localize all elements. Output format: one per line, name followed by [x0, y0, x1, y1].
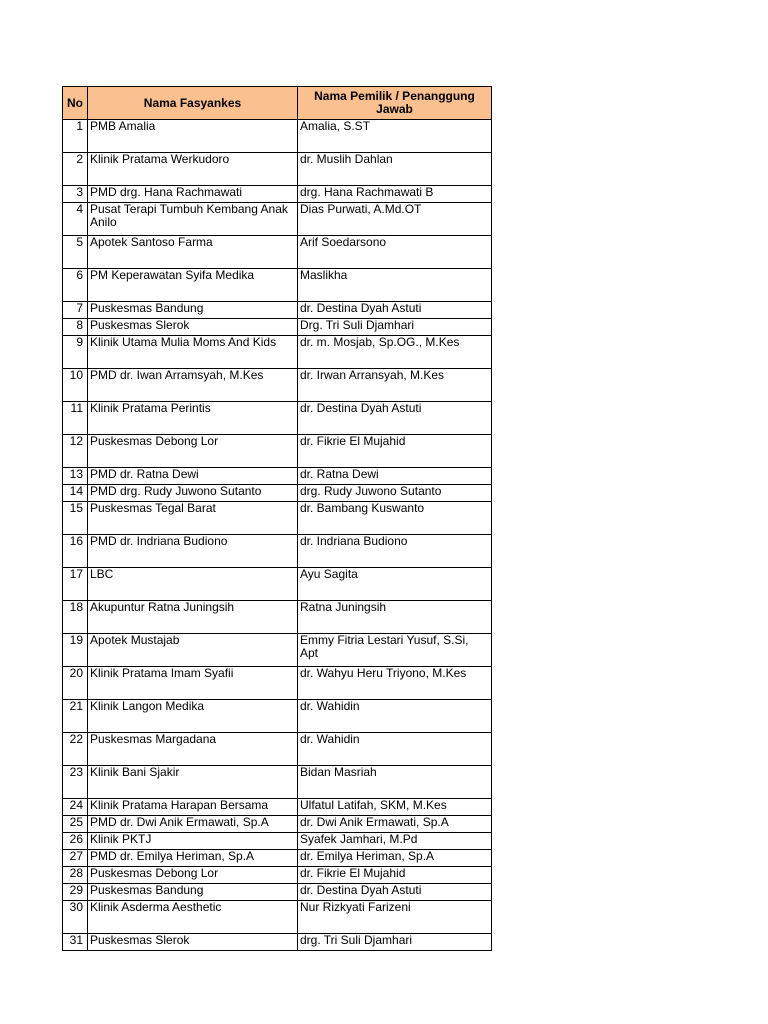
row-number: 10 [63, 369, 88, 402]
facility-name: PMD drg. Hana Rachmawati [88, 186, 298, 203]
facility-name: Klinik Bani Sjakir [88, 766, 298, 799]
owner-name: Emmy Fitria Lestari Yusuf, S.Si, Apt [298, 634, 492, 667]
table-row [63, 302, 492, 319]
owner-name: dr. Fikrie El Mujahid [298, 435, 492, 468]
table-row [63, 269, 492, 302]
row-number: 24 [63, 799, 88, 816]
table-header-row [63, 87, 492, 120]
table-row [63, 634, 492, 667]
table-row [63, 601, 492, 634]
row-number: 21 [63, 700, 88, 733]
owner-name: Drg. Tri Suli Djamhari [298, 319, 492, 336]
facility-name: Puskesmas Margadana [88, 733, 298, 766]
facility-name: Klinik Utama Mulia Moms And Kids [88, 336, 298, 369]
facility-name: PMD dr. Iwan Arramsyah, M.Kes [88, 369, 298, 402]
facility-name: Puskesmas Bandung [88, 884, 298, 901]
owner-name: Bidan Masriah [298, 766, 492, 799]
facility-name: Puskesmas Tegal Barat [88, 502, 298, 535]
row-number: 15 [63, 502, 88, 535]
table-row [63, 568, 492, 601]
table-row [63, 402, 492, 435]
owner-name: dr. Wahyu Heru Triyono, M.Kes [298, 667, 492, 700]
facility-name: Klinik Pratama Harapan Bersama [88, 799, 298, 816]
facility-name: Puskesmas Debong Lor [88, 867, 298, 884]
owner-name: Syafek Jamhari, M.Pd [298, 833, 492, 850]
owner-name: dr. Destina Dyah Astuti [298, 302, 492, 319]
owner-name: dr. Wahidin [298, 733, 492, 766]
owner-name: Arif Soedarsono [298, 236, 492, 269]
owner-name: dr. m. Mosjab, Sp.OG., M.Kes [298, 336, 492, 369]
table-row [63, 435, 492, 468]
facility-name: Puskesmas Debong Lor [88, 435, 298, 468]
table-row [63, 336, 492, 369]
facility-name: PMD dr. Emilya Heriman, Sp.A [88, 850, 298, 867]
owner-name: dr. Indriana Budiono [298, 535, 492, 568]
row-number: 14 [63, 485, 88, 502]
table-row [63, 502, 492, 535]
table-row [63, 468, 492, 485]
table-row [63, 319, 492, 336]
row-number: 18 [63, 601, 88, 634]
table-row [63, 700, 492, 733]
row-number: 4 [63, 203, 88, 236]
owner-name: dr. Bambang Kuswanto [298, 502, 492, 535]
owner-name: dr. Emilya Heriman, Sp.A [298, 850, 492, 867]
row-number: 29 [63, 884, 88, 901]
row-number: 22 [63, 733, 88, 766]
owner-name: dr. Irwan Arransyah, M.Kes [298, 369, 492, 402]
facility-name: Klinik Asderma Aesthetic [88, 901, 298, 934]
row-number: 16 [63, 535, 88, 568]
table-row [63, 535, 492, 568]
facility-name: PMD dr. Indriana Budiono [88, 535, 298, 568]
header-no: No [63, 87, 88, 120]
facility-name: Puskesmas Slerok [88, 319, 298, 336]
row-number: 23 [63, 766, 88, 799]
facility-name: Akupuntur Ratna Juningsih [88, 601, 298, 634]
table-row [63, 667, 492, 700]
table-row [63, 816, 492, 833]
facility-name: Apotek Santoso Farma [88, 236, 298, 269]
owner-name: Ulfatul Latifah, SKM, M.Kes [298, 799, 492, 816]
facility-name: Puskesmas Bandung [88, 302, 298, 319]
table-row [63, 901, 492, 934]
facility-table [62, 86, 492, 951]
owner-name: dr. Muslih Dahlan [298, 153, 492, 186]
facility-name: Klinik Pratama Imam Syafii [88, 667, 298, 700]
owner-name: dr. Fikrie El Mujahid [298, 867, 492, 884]
facility-name: Apotek Mustajab [88, 634, 298, 667]
facility-name: PMD drg. Rudy Juwono Sutanto [88, 485, 298, 502]
facility-name: Klinik Pratama Perintis [88, 402, 298, 435]
row-number: 31 [63, 934, 88, 951]
table-row [63, 236, 492, 269]
table-row [63, 766, 492, 799]
owner-name: Ratna Juningsih [298, 601, 492, 634]
table-row [63, 833, 492, 850]
facility-name: Klinik Langon Medika [88, 700, 298, 733]
owner-name: drg. Rudy Juwono Sutanto [298, 485, 492, 502]
row-number: 28 [63, 867, 88, 884]
row-number: 2 [63, 153, 88, 186]
row-number: 6 [63, 269, 88, 302]
row-number: 7 [63, 302, 88, 319]
row-number: 11 [63, 402, 88, 435]
row-number: 3 [63, 186, 88, 203]
row-number: 30 [63, 901, 88, 934]
table-row [63, 934, 492, 951]
owner-name: Dias Purwati, A.Md.OT [298, 203, 492, 236]
facility-name: PM Keperawatan Syifa Medika [88, 269, 298, 302]
row-number: 26 [63, 833, 88, 850]
table-row [63, 203, 492, 236]
row-number: 8 [63, 319, 88, 336]
table-row [63, 153, 492, 186]
row-number: 9 [63, 336, 88, 369]
facility-name: Klinik Pratama Werkudoro [88, 153, 298, 186]
owner-name: Ayu Sagita [298, 568, 492, 601]
table-row [63, 799, 492, 816]
header-owner-name: Nama Pemilik / Penanggung Jawab [298, 87, 492, 120]
table-row [63, 120, 492, 153]
table-row [63, 733, 492, 766]
row-number: 1 [63, 120, 88, 153]
facility-name: PMD dr. Ratna Dewi [88, 468, 298, 485]
row-number: 12 [63, 435, 88, 468]
row-number: 5 [63, 236, 88, 269]
owner-name: drg. Hana Rachmawati B [298, 186, 492, 203]
table-row [63, 369, 492, 402]
owner-name: dr. Dwi Anik Ermawati, Sp.A [298, 816, 492, 833]
facility-name: Klinik PKTJ [88, 833, 298, 850]
header-facility-name: Nama Fasyankes [88, 87, 298, 120]
owner-name: Nur Rizkyati Farizeni [298, 901, 492, 934]
table-row [63, 867, 492, 884]
table-row [63, 850, 492, 867]
facility-name: PMB Amalia [88, 120, 298, 153]
row-number: 19 [63, 634, 88, 667]
owner-name: dr. Ratna Dewi [298, 468, 492, 485]
row-number: 17 [63, 568, 88, 601]
owner-name: Maslikha [298, 269, 492, 302]
row-number: 13 [63, 468, 88, 485]
owner-name: dr. Destina Dyah Astuti [298, 884, 492, 901]
row-number: 25 [63, 816, 88, 833]
owner-name: dr. Destina Dyah Astuti [298, 402, 492, 435]
row-number: 27 [63, 850, 88, 867]
table-row [63, 186, 492, 203]
owner-name: Amalia, S.ST [298, 120, 492, 153]
facility-name: PMD dr. Dwi Anik Ermawati, Sp.A [88, 816, 298, 833]
facility-name: Puskesmas Slerok [88, 934, 298, 951]
table-row [63, 884, 492, 901]
facility-name: Pusat Terapi Tumbuh Kembang Anak Anilo [88, 203, 298, 236]
owner-name: drg. Tri Suli Djamhari [298, 934, 492, 951]
owner-name: dr. Wahidin [298, 700, 492, 733]
row-number: 20 [63, 667, 88, 700]
facility-name: LBC [88, 568, 298, 601]
table-row [63, 485, 492, 502]
